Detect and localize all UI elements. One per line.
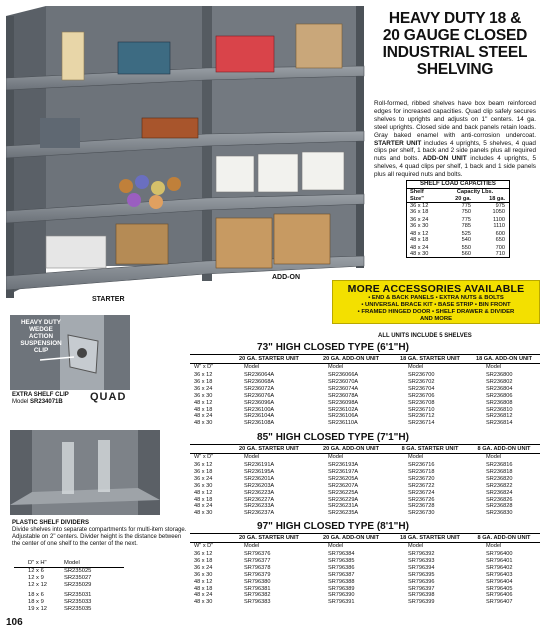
section-title: 85" HIGH CLOSED TYPE (7'1"H): [257, 432, 409, 443]
size-head: Size": [410, 195, 424, 202]
clip-photo: [10, 315, 130, 390]
shelf-size: 48 x 24: [410, 245, 429, 252]
dividers-photo: [10, 430, 160, 515]
shelf-size: 36 x 24: [410, 217, 429, 224]
model-cell: SR236197A: [328, 468, 359, 475]
model-cell: SR236826: [486, 496, 513, 503]
model-cell: SR236195A: [244, 468, 275, 475]
load-table-title: SHELF LOAD CAPACITIES: [407, 181, 509, 189]
model-cell: SR796395: [408, 571, 435, 578]
model-cell: SR236205A: [328, 475, 359, 482]
divider-model: SR235025: [64, 568, 92, 574]
model-cell: SR236066A: [328, 372, 359, 378]
model-cell: SR236191A: [244, 462, 275, 468]
dividers-table: [14, 560, 124, 613]
model-cell: SR236726: [408, 496, 435, 503]
model-cell: SR796388: [328, 578, 355, 585]
dividers-row: [14, 568, 124, 575]
size-cell: 36 x 30: [194, 482, 213, 489]
model-cell: SR796398: [408, 592, 435, 599]
model-cell: SR236108A: [244, 420, 275, 427]
model-cell: SR236724: [408, 489, 435, 496]
size-cell: 48 x 30: [194, 420, 213, 427]
shelving-illustration: [6, 6, 366, 306]
product-description: [374, 100, 536, 179]
accessories-line: • END & BACK PANELS • EXTRA NUTS & BOLTS: [368, 295, 504, 301]
section-title: 97" HIGH CLOSED TYPE (8'1"H): [257, 521, 409, 532]
dividers-row: [14, 599, 124, 606]
dividers-text: Divide shelves into separate compartments for multi-item storage. Adjustable on 2" centers. Divider height is the distance between the center of one shelf to the center of the next.: [12, 527, 187, 547]
model-cell: SR236722: [408, 482, 435, 489]
model-cell: SR796390: [328, 592, 355, 599]
load-table-row: [407, 237, 509, 243]
blank-head: [190, 534, 228, 542]
load-table-row: [407, 251, 509, 257]
clip-overlay-line: ACTION: [28, 333, 54, 340]
clip-overlay-line: HEAVY DUTY: [20, 319, 61, 326]
model-head: Model: [244, 454, 260, 460]
dividers-size-head: D" x H": [28, 560, 47, 566]
model-cell: SR796382: [244, 592, 271, 599]
model-cell: SR236814: [486, 420, 513, 427]
model-cell: SR236700: [408, 372, 435, 378]
quad-badge: QUAD: [90, 391, 127, 403]
load-table-header: [407, 189, 509, 196]
model-cell: SR236720: [408, 475, 435, 482]
capacity-18ga: 700: [495, 245, 505, 252]
model-cell: SR796383: [244, 599, 271, 606]
divider-size: 12 x 6: [28, 568, 44, 574]
model-column: [468, 372, 540, 427]
model-cell: SR236074A: [328, 385, 359, 392]
model-column: [392, 462, 468, 517]
model-head: Model: [244, 543, 260, 549]
dividers-model-head: Model: [64, 560, 80, 566]
model-grid: [190, 372, 540, 427]
model-cell: SR796399: [408, 599, 435, 606]
model-cell: SR236072A: [244, 385, 275, 392]
model-cell: SR236806: [486, 392, 513, 399]
dividers-row: [14, 582, 124, 589]
unit-column-head: 8 GA. ADD-ON UNIT: [477, 446, 531, 452]
model-column: [468, 462, 540, 517]
model-cell: SR796376: [244, 551, 271, 557]
capacity-20ga: 775: [461, 203, 471, 210]
divider-size: 19 x 12: [28, 606, 48, 612]
model-cell: SR796404: [486, 578, 513, 585]
model-cell: SR236207A: [328, 482, 359, 489]
model-cell: SR236716: [408, 462, 435, 468]
model-column: [392, 551, 468, 606]
model-cell: SR796381: [244, 585, 271, 592]
unit-column-head: 20 GA. STARTER UNIT: [239, 356, 299, 362]
clip-overlay-line: CLIP: [33, 347, 49, 354]
capacity-18ga: 650: [495, 237, 505, 244]
capacity-18ga: 1100: [492, 217, 505, 224]
model-cell: SR236802: [486, 378, 513, 385]
shelf-size: 48 x 30: [410, 251, 429, 258]
addon-label: ADD-ON: [272, 274, 300, 281]
model-cell: SR236100A: [244, 406, 275, 413]
model-column: [392, 372, 468, 427]
model-cell: SR796378: [244, 564, 271, 571]
model-cell: SR236076A: [244, 392, 275, 399]
model-cell: SR796403: [486, 571, 513, 578]
model-cell: SR796389: [328, 585, 355, 592]
model-cell: SR236229A: [328, 496, 359, 503]
model-head: Model: [486, 543, 502, 549]
model-cell: SR796401: [486, 557, 513, 564]
model-header-row: [190, 543, 540, 550]
accessories-line: • FRAMED HINGED DOOR • SHELF DRAWER & DIVIDER: [357, 309, 515, 315]
unit-column-head: 20 GA. STARTER UNIT: [239, 446, 299, 452]
shelf-size: 48 x 12: [410, 231, 429, 238]
model-cell: SR796400: [486, 551, 513, 557]
model-cell: SR236822: [486, 482, 513, 489]
size-cell: 48 x 12: [194, 489, 213, 496]
capacity-20ga: 540: [461, 237, 471, 244]
model-cell: SR796393: [408, 557, 435, 564]
column-header-row: [190, 533, 540, 543]
dividers-row: [14, 606, 124, 613]
size-column: [190, 372, 228, 427]
model-cell: SR236235A: [328, 510, 359, 517]
shelf-size: 36 x 30: [410, 223, 429, 230]
model-header-row: [190, 364, 540, 371]
capacity-18ga: 710: [495, 251, 505, 258]
shelf-head: Shelf: [410, 189, 424, 195]
dividers-table-header: [14, 560, 124, 568]
shelf-size: 48 x 18: [410, 237, 429, 244]
load-table-rows: [407, 203, 509, 257]
divider-model: SR235029: [64, 582, 92, 588]
model-column: [228, 372, 310, 427]
model-cell: SR796385: [328, 557, 355, 564]
size-cell: 36 x 18: [194, 468, 213, 475]
model-cell: SR236816: [486, 462, 513, 468]
capacity-20ga: 525: [461, 231, 471, 238]
size-cell: 48 x 24: [194, 413, 213, 420]
model-cell: SR236201A: [244, 475, 275, 482]
capacity-head: Capacity Lbs.: [456, 189, 494, 195]
model-cell: SR236830: [486, 510, 513, 517]
load-table-row: [407, 209, 509, 215]
unit-column-head: 18 GA. STARTER UNIT: [400, 535, 460, 541]
capacity-20ga: 750: [461, 209, 471, 216]
model-cell: SR796380: [244, 578, 271, 585]
model-cell: SR236730: [408, 510, 435, 517]
model-cell: SR236808: [486, 399, 513, 406]
model-cell: SR236800: [486, 372, 513, 378]
model-cell: SR236710: [408, 406, 435, 413]
model-cell: SR236718: [408, 468, 435, 475]
capacity-20ga: 550: [461, 245, 471, 252]
size-cell: 48 x 12: [194, 399, 213, 406]
model-cell: SR796386: [328, 564, 355, 571]
description-text: Roll-formed, ribbed shelves have box beam reinforced edges for increased capacities. Quad clip safely secures shelves to uprights and adjusts on 1" centers. 14 ga. steel uprights. Closed side and back panels retain loads. Gray baked enamel with anti-corrosion undercoat.: [374, 100, 536, 139]
capacity-20ga: 775: [461, 217, 471, 224]
size-cell: 36 x 30: [194, 571, 213, 578]
model-cell: SR236227A: [244, 496, 275, 503]
size-cell: 48 x 18: [194, 585, 213, 592]
model-cell: SR796402: [486, 564, 513, 571]
model-cell: SR236193A: [328, 462, 359, 468]
size-cell: 48 x 24: [194, 503, 213, 510]
model-cell: SR236824: [486, 489, 513, 496]
model-cell: SR796394: [408, 564, 435, 571]
model-column: [228, 462, 310, 517]
model-cell: SR236818: [486, 468, 513, 475]
dividers-caption: PLASTIC SHELF DIVIDERS: [12, 520, 90, 526]
shelf-size: 36 x 12: [410, 203, 429, 210]
model-head: Model: [244, 364, 260, 370]
size-cell: 36 x 18: [194, 378, 213, 385]
divider-model: SR235033: [64, 599, 92, 605]
model-head: Model: [486, 454, 502, 460]
model-cell: SR796377: [244, 557, 271, 564]
unit-column-head: 18 GA. ADD-ON UNIT: [475, 356, 533, 362]
model-cell: SR236704: [408, 385, 435, 392]
model-grid: [190, 551, 540, 606]
model-cell: SR236070A: [328, 378, 359, 385]
page-title: [372, 10, 538, 78]
model-cell: SR236804: [486, 385, 513, 392]
model-column: [310, 462, 392, 517]
model-cell: SR236104A: [244, 413, 275, 420]
capacity-18ga: 975: [495, 203, 505, 210]
model-cell: SR236702: [408, 378, 435, 385]
model-cell: SR236233A: [244, 503, 275, 510]
unit-column-head: 8 GA. STARTER UNIT: [401, 446, 459, 452]
clip-overlay-line: SUSPENSION: [20, 340, 62, 347]
addon-unit-label: ADD-ON UNIT: [422, 155, 467, 163]
capacity-18ga: 1110: [493, 223, 505, 230]
clip-model-number: SR234071B: [30, 399, 63, 405]
model-cell: SR236225A: [328, 489, 359, 496]
starter-unit-label: STARTER UNIT: [374, 139, 422, 147]
model-cell: SR236231A: [328, 503, 359, 510]
model-column: [310, 551, 392, 606]
starter-unit-text: includes 4 uprights, 5 shelves, 4 quad clips per shelf, 1 back and 2 side panels plus all required nuts and bolts.: [374, 139, 536, 163]
blank-head: [190, 445, 228, 453]
accessories-box: [332, 280, 540, 324]
column-header-row: [190, 354, 540, 364]
unit-column-head: 18 GA. STARTER UNIT: [400, 356, 460, 362]
section-title: 73" HIGH CLOSED TYPE (6'1"H): [257, 342, 409, 353]
model-cell: SR236068A: [244, 378, 275, 385]
model-cell: SR236102A: [328, 406, 359, 413]
divider-model: SR235027: [64, 575, 92, 581]
capacity-18ga: 600: [495, 231, 505, 238]
ga18-head: 18 ga.: [489, 195, 505, 202]
column-header-row: [190, 444, 540, 454]
size-cell: 36 x 18: [194, 557, 213, 564]
accessories-line: AND MORE: [419, 316, 453, 322]
ga20-head: 20 ga.: [455, 195, 471, 202]
unit-column-head: 20 GA. ADD-ON UNIT: [322, 535, 380, 541]
model-cell: SR796405: [486, 585, 513, 592]
all-units-note: ALL UNITS INCLUDE 5 SHELVES: [378, 333, 472, 339]
model-cell: SR236096A: [244, 399, 275, 406]
clip-overlay-line: WEDGE: [29, 326, 53, 333]
divider-model: SR235035: [64, 606, 92, 612]
clip-caption: EXTRA SHELF CLIP: [12, 392, 69, 398]
accessories-line: • UNIVERSAL BRACE KIT • BASE STRIP • BIN FRONT: [361, 302, 511, 308]
dividers-row: [14, 575, 124, 582]
clip-model: [12, 399, 63, 406]
size-cell: 36 x 24: [194, 475, 213, 482]
clip-model-label: Model: [12, 399, 31, 405]
shelf-load-table: [406, 180, 510, 258]
model-cell: SR236714: [408, 420, 435, 427]
capacity-18ga: 1050: [492, 209, 505, 216]
model-cell: SR236708: [408, 399, 435, 406]
size-cell: 48 x 24: [194, 592, 213, 599]
model-cell: SR796407: [486, 599, 513, 606]
title-line: INDUSTRIAL STEEL: [382, 44, 528, 61]
divider-size: 18 x 6: [28, 592, 44, 598]
clip-overlay-text: [14, 319, 68, 354]
model-cell: SR236812: [486, 413, 513, 420]
model-cell: SR236810: [486, 406, 513, 413]
unit-column-head: 8 GA. ADD-ON UNIT: [477, 535, 531, 541]
model-grid: [190, 462, 540, 517]
size-cell: 36 x 12: [194, 551, 213, 557]
model-head: Model: [408, 454, 424, 460]
size-head: W" x D": [194, 364, 214, 370]
divider-model: SR235031: [64, 592, 92, 598]
model-cell: SR236223A: [244, 489, 275, 496]
model-cell: SR796397: [408, 585, 435, 592]
model-cell: SR236828: [486, 503, 513, 510]
title-line: 20 GAUGE CLOSED: [382, 27, 528, 44]
model-header-row: [190, 454, 540, 461]
model-head: Model: [408, 364, 424, 370]
size-cell: 48 x 30: [194, 510, 213, 517]
model-cell: SR796379: [244, 571, 271, 578]
capacity-20ga: 560: [461, 251, 471, 258]
size-head: W" x D": [194, 454, 214, 460]
model-column: [228, 551, 310, 606]
divider-size: 12 x 9: [28, 575, 44, 581]
model-head: Model: [328, 543, 344, 549]
model-cell: SR796392: [408, 551, 435, 557]
page-number: 106: [6, 617, 23, 628]
model-cell: SR236237A: [244, 510, 275, 517]
model-cell: SR236078A: [328, 392, 359, 399]
model-cell: SR796396: [408, 578, 435, 585]
model-cell: SR236106A: [328, 413, 359, 420]
dividers-row: [14, 592, 124, 599]
unit-column-head: 20 GA. STARTER UNIT: [239, 535, 299, 541]
model-cell: SR236098A: [328, 399, 359, 406]
model-cell: SR236203A: [244, 482, 275, 489]
load-table-row: [407, 223, 509, 229]
model-head: Model: [486, 364, 502, 370]
divider-size: 18 x 9: [28, 599, 44, 605]
model-head: Model: [328, 364, 344, 370]
model-cell: SR796391: [328, 599, 355, 606]
model-column: [468, 551, 540, 606]
shelf-size: 36 x 18: [410, 209, 429, 216]
model-cell: SR796406: [486, 592, 513, 599]
model-cell: SR236110A: [328, 420, 358, 427]
size-cell: 36 x 24: [194, 385, 213, 392]
model-head: Model: [328, 454, 344, 460]
blank-head: [190, 355, 228, 363]
model-cell: SR236820: [486, 475, 513, 482]
accessories-title: MORE ACCESSORIES AVAILABLE: [347, 283, 525, 295]
size-cell: 36 x 12: [194, 372, 213, 378]
unit-column-head: 20 GA. ADD-ON UNIT: [322, 446, 380, 452]
size-cell: 48 x 18: [194, 406, 213, 413]
size-cell: 48 x 18: [194, 496, 213, 503]
size-cell: 36 x 30: [194, 392, 213, 399]
divider-size: 12 x 12: [28, 582, 48, 588]
unit-column-head: 20 GA. ADD-ON UNIT: [322, 356, 380, 362]
model-cell: SR796387: [328, 571, 355, 578]
model-head: Model: [408, 543, 424, 549]
addon-unit-text: includes 4 uprights, 5 shelves, 4 quad clips per shelf, 1 back and 1 side panels plus all required nuts and bolts.: [374, 155, 536, 179]
size-cell: 36 x 24: [194, 564, 213, 571]
size-cell: 36 x 12: [194, 462, 213, 468]
size-column: [190, 551, 228, 606]
starter-label: STARTER: [92, 296, 125, 303]
size-column: [190, 462, 228, 517]
dividers-rows: [14, 568, 124, 613]
model-cell: SR796384: [328, 551, 355, 557]
dividers-image: [10, 430, 160, 515]
load-table-subheader: [407, 196, 509, 204]
model-column: [310, 372, 392, 427]
model-cell: SR236728: [408, 503, 435, 510]
capacity-20ga: 785: [461, 223, 471, 230]
model-cell: SR236712: [408, 413, 435, 420]
model-cell: SR236064A: [244, 372, 275, 378]
size-cell: 48 x 12: [194, 578, 213, 585]
title-line: HEAVY DUTY 18 &: [388, 10, 522, 27]
size-cell: 48 x 30: [194, 599, 213, 606]
model-cell: SR236706: [408, 392, 435, 399]
title-line: SHELVING: [416, 61, 494, 78]
size-head: W" x D": [194, 543, 214, 549]
